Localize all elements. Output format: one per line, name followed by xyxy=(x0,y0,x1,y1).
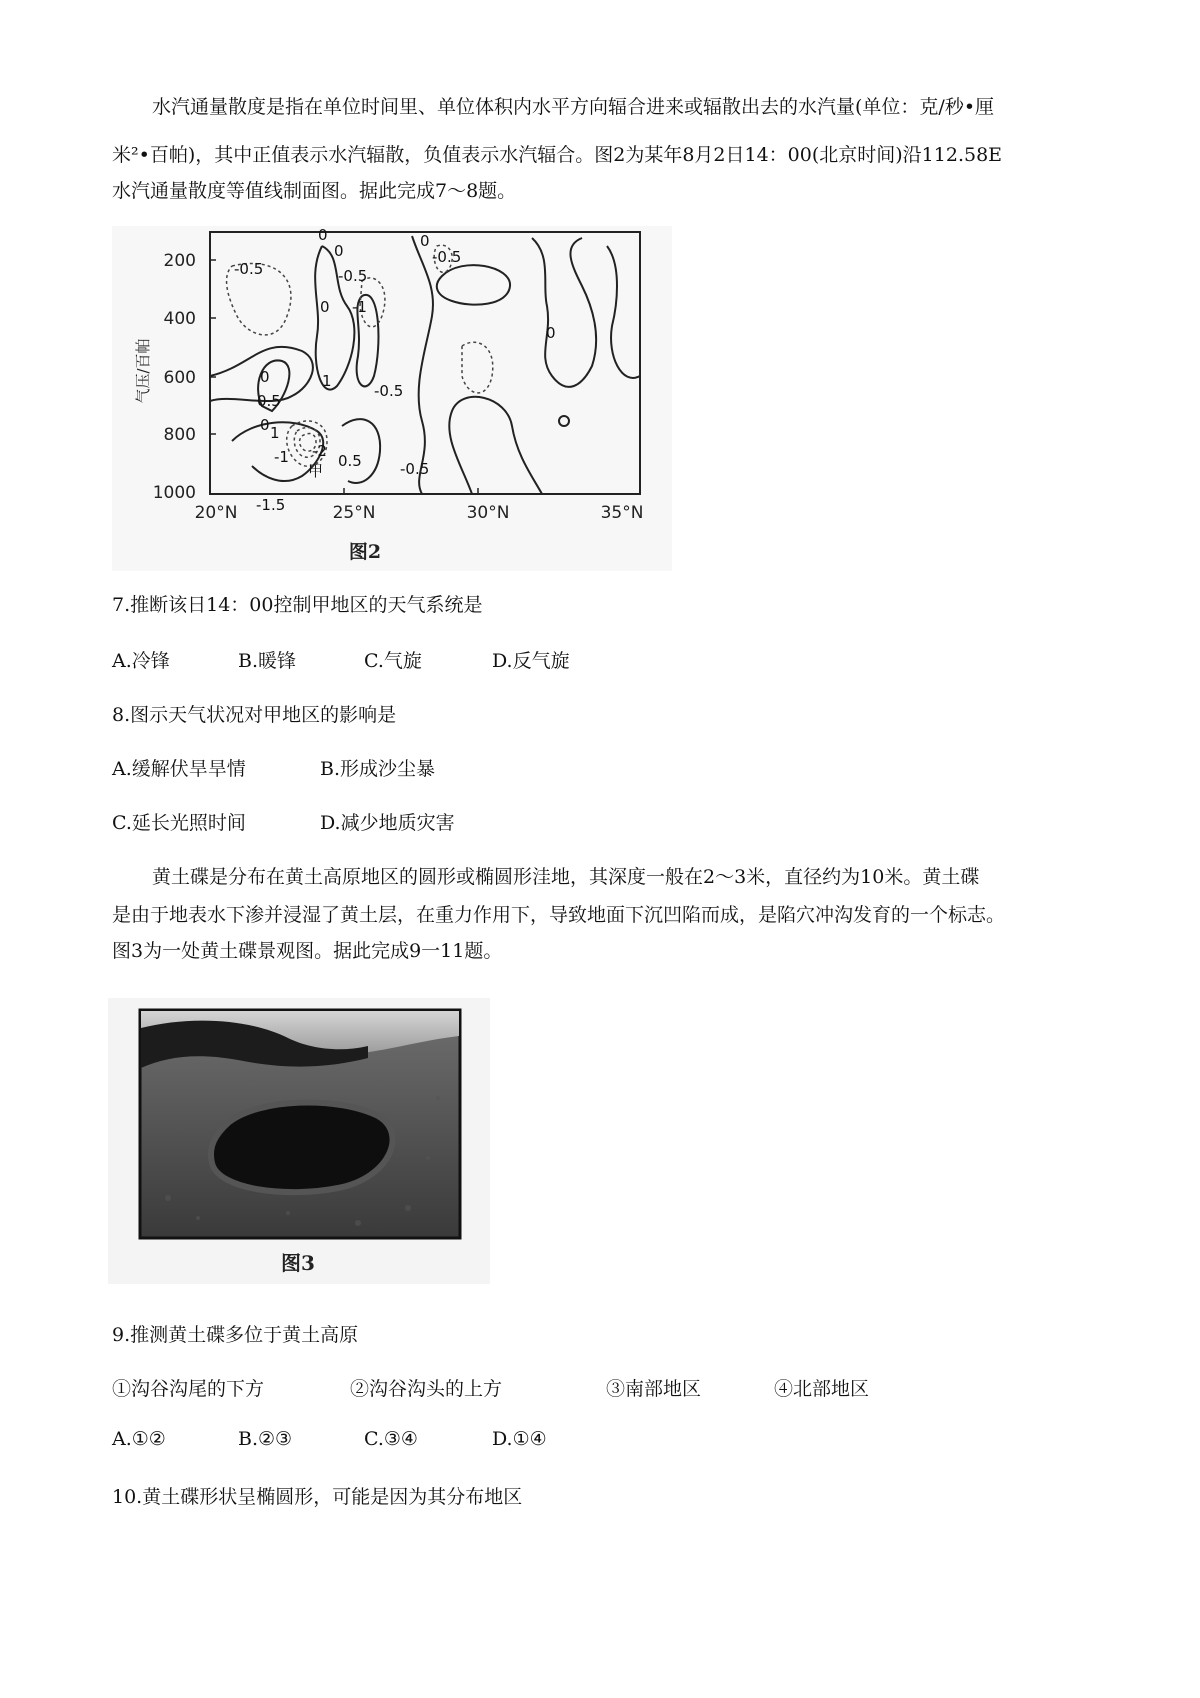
contour-label: 0 xyxy=(334,242,344,260)
q9-choice-1: ①沟谷沟尾的下方 xyxy=(112,1378,265,1400)
q7-options xyxy=(112,646,570,673)
contour-label: 0 xyxy=(420,232,430,250)
contour-label: -2 xyxy=(312,442,327,460)
y-tick-200: 200 xyxy=(163,251,196,271)
contour-label: 0 xyxy=(260,368,270,386)
q8-option-a[interactable]: A.缓解伏旱旱情 xyxy=(112,758,246,780)
contour-label: -0.5 xyxy=(234,260,264,278)
q8-stem: 8.图示天气状况对甲地区的影响是 xyxy=(112,704,397,726)
contour-label: -1 xyxy=(274,448,289,466)
q8-options-row1 xyxy=(112,754,435,781)
q10-stem: 10.黄土碟形状呈椭圆形，可能是因为其分布地区 xyxy=(112,1486,523,1508)
contour-label: -1.5 xyxy=(256,496,286,514)
q9-choice-4: ④北部地区 xyxy=(774,1378,870,1400)
intro2-line1: 黄土碟是分布在黄土高原地区的圆形或椭圆形洼地，其深度一般在2～3米，直径约为10米。黄土碟 xyxy=(152,866,980,888)
q8-options-row2 xyxy=(112,808,455,835)
intro2-line2: 是由于地表水下渗并浸湿了黄土层，在重力作用下，导致地面下沉凹陷而成，是陷穴冲沟发育的一个标志。 xyxy=(112,904,1006,926)
contour-label: -0.5 xyxy=(400,460,430,478)
contour-label: 0 xyxy=(320,298,330,316)
q8-option-b[interactable]: B.形成沙尘暴 xyxy=(320,758,436,780)
q9-stem: 9.推测黄土碟多位于黄土高原 xyxy=(112,1324,359,1346)
q7-option-d[interactable]: D.反气旋 xyxy=(492,650,570,672)
contour-label: 0 xyxy=(318,226,328,244)
y-tick-400: 400 xyxy=(163,309,196,329)
y-tick-600: 600 xyxy=(163,368,196,388)
figure-2-caption: 图2 xyxy=(348,541,382,563)
x-tick-25N: 25°N xyxy=(332,503,376,523)
q9-option-a[interactable]: A.①② xyxy=(112,1428,166,1450)
intro2-line3: 图3为一处黄土碟景观图。据此完成9一11题。 xyxy=(112,940,503,962)
contour-label: 0 xyxy=(546,324,556,342)
q9-option-c[interactable]: C.③④ xyxy=(364,1428,418,1450)
q7-option-c[interactable]: C.气旋 xyxy=(364,650,422,672)
q7-stem: 7.推断该日14：00控制甲地区的天气系统是 xyxy=(112,594,483,616)
contour-label: 0.5 xyxy=(338,452,362,470)
y-axis-label: 气压/百帕 xyxy=(134,338,152,404)
figure-2-contour-plot xyxy=(112,226,672,571)
q9-option-b[interactable]: B.②③ xyxy=(238,1428,293,1450)
contour-label-jia: 甲 xyxy=(308,462,324,480)
contour-label: -0.5 xyxy=(374,382,404,400)
q8-option-d[interactable]: D.减少地质灾害 xyxy=(320,812,455,834)
q7-option-a[interactable]: A.冷锋 xyxy=(112,650,170,672)
intro1-line1: 水汽通量散度是指在单位时间里、单位体积内水平方向辐合进来或辐散出去的水汽量(单位：克/秒•厘 xyxy=(152,96,995,118)
q9-choice-3: ③南部地区 xyxy=(606,1378,702,1400)
contour-label: 0.5 xyxy=(257,392,281,410)
q7-option-b[interactable]: B.暖锋 xyxy=(238,650,297,672)
contour-label: 1 xyxy=(322,372,332,390)
figure-3-loess-dish-photo xyxy=(108,998,490,1284)
x-tick-30N: 30°N xyxy=(466,503,510,523)
contour-label: -0.5 xyxy=(338,267,368,285)
y-tick-800: 800 xyxy=(163,425,196,445)
contour-label: -0.5 xyxy=(432,248,462,266)
intro1-line2: 米²•百帕)，其中正值表示水汽辐散，负值表示水汽辐合。图2为某年8月2日14：00(北京时间)沿112.58E xyxy=(112,144,1003,166)
x-tick-35N: 35°N xyxy=(600,503,644,523)
y-tick-1000: 1000 xyxy=(152,483,196,503)
intro1-line3: 水汽通量散度等值线制面图。据此完成7～8题。 xyxy=(112,180,517,202)
contour-label: 0 xyxy=(260,416,270,434)
q9-choices xyxy=(112,1374,869,1401)
q9-options xyxy=(112,1428,547,1450)
x-tick-20N: 20°N xyxy=(194,503,238,523)
q8-option-c[interactable]: C.延长光照时间 xyxy=(112,812,246,834)
contour-label: 1 xyxy=(270,424,280,442)
contour-label: -1 xyxy=(352,298,367,316)
q9-choice-2: ②沟谷沟头的上方 xyxy=(350,1378,503,1400)
q9-option-d[interactable]: D.①④ xyxy=(492,1428,547,1450)
figure-3-caption: 图3 xyxy=(281,1251,315,1275)
